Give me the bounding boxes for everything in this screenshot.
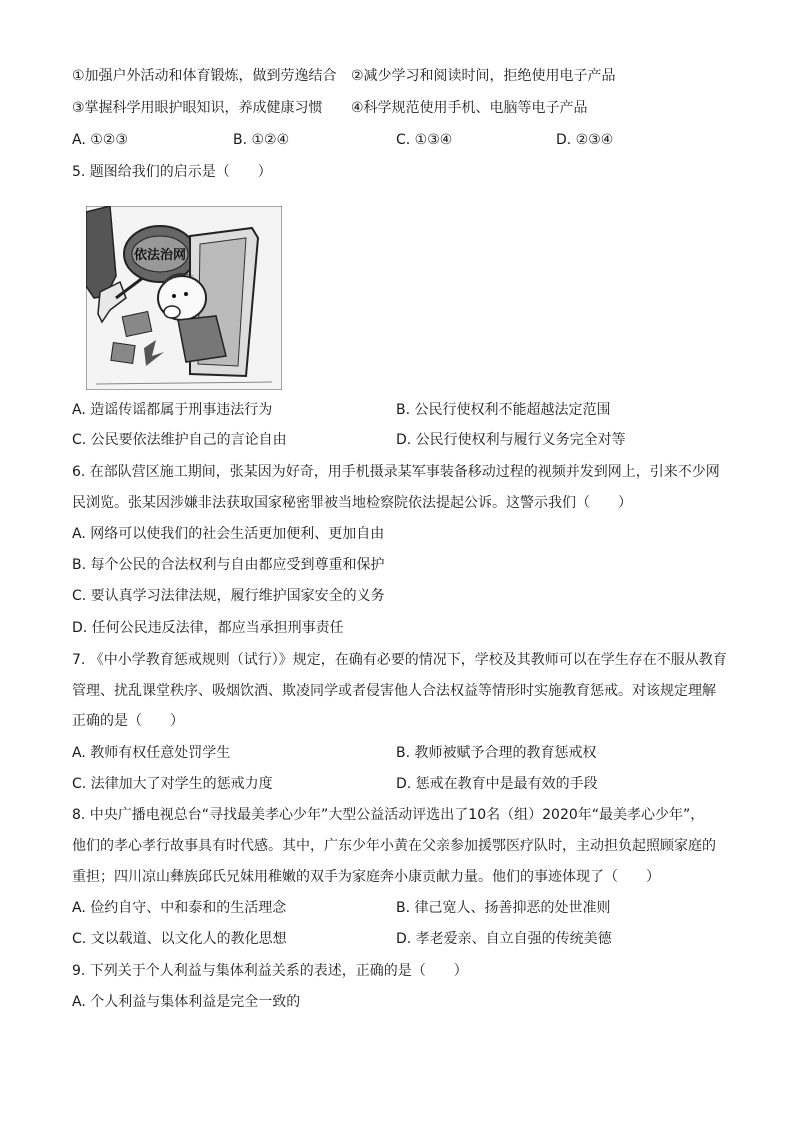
q9-stem: 9. 下列关于个人利益与集体利益关系的表述，正确的是（ ） xyxy=(72,963,468,979)
q5-stem: 5. 题图给我们的启示是（ ） xyxy=(72,164,272,180)
q7-option-c[interactable]: C. 法律加大了对学生的惩戒力度 xyxy=(72,776,273,792)
q5-option-c[interactable]: C. 公民要依法维护自己的言论自由 xyxy=(72,432,287,448)
q8-option-d[interactable]: D. 孝老爱亲、自立自强的传统美德 xyxy=(396,931,612,947)
q8-option-a[interactable]: A. 俭约自守、中和泰和的生活理念 xyxy=(72,900,287,916)
q5-option-b[interactable]: B. 公民行使权利不能超越法定范围 xyxy=(396,402,611,418)
q6-stem-line-2: 民浏览。张某因涉嫌非法获取国家秘密罪被当地检察院依法提起公诉。这警示我们（ ） xyxy=(72,495,632,511)
q9-option-a[interactable]: A. 个人利益与集体利益是完全一致的 xyxy=(72,994,301,1010)
q8-stem-line-2: 他们的孝心孝行故事具有时代感。其中，广东少年小黄在父亲参加援鄂医疗队时，主动担负起照顾家庭的 xyxy=(72,838,716,854)
cartoon-net-rumor-icon xyxy=(86,206,282,390)
q4-option-a[interactable]: A. ①②③ xyxy=(72,132,128,148)
q4-statement-4: ④科学规范使用手机、电脑等电子产品 xyxy=(351,100,588,116)
q7-option-b[interactable]: B. 教师被赋予合理的教育惩戒权 xyxy=(396,745,597,761)
q7-option-a[interactable]: A. 教师有权任意处罚学生 xyxy=(72,745,231,761)
q6-option-b[interactable]: B. 每个公民的合法权利与自由都应受到尊重和保护 xyxy=(72,557,385,573)
cartoon-sign-text: 依法治网 xyxy=(133,248,187,263)
q8-stem-line-3: 重担；四川凉山彝族邱氏兄妹用稚嫩的双手为家庭奔小康贡献力量。他们的事迹体现了（ ） xyxy=(72,869,660,885)
q5-option-a[interactable]: A. 造谣传谣都属于刑事违法行为 xyxy=(72,402,273,418)
q6-option-c[interactable]: C. 要认真学习法律法规，履行维护国家安全的义务 xyxy=(72,588,385,604)
q4-option-b[interactable]: B. ①②④ xyxy=(233,132,290,148)
q4-statement-3: ③掌握科学用眼护眼知识，养成健康习惯 xyxy=(72,100,323,116)
q4-option-c[interactable]: C. ①③④ xyxy=(396,132,453,148)
q6-stem-line-1: 6. 在部队营区施工期间，张某因为好奇，用手机摄录某军事装备移动过程的视频并发到网上，引来不少网 xyxy=(72,464,720,480)
q4-statement-1: ①加强户外活动和体育锻炼，做到劳逸结合 xyxy=(72,68,337,84)
q7-stem-line-1: 7. 《中小学教育惩戒规则（试行）》规定，在确有必要的情况下，学校及其教师可以在学生存在不服从教育 xyxy=(72,652,727,668)
q8-option-c[interactable]: C. 文以载道、以文化人的教化思想 xyxy=(72,931,287,947)
q7-stem-line-2: 管理、扰乱课堂秩序、吸烟饮酒、欺凌同学或者侵害他人合法权益等情形时实施教育惩戒。对该规定理解 xyxy=(72,683,716,699)
q4-option-d[interactable]: D. ②③④ xyxy=(556,132,614,148)
q7-stem-line-3: 正确的是（ ） xyxy=(72,713,184,729)
q5-option-d[interactable]: D. 公民行使权利与履行义务完全对等 xyxy=(396,432,626,448)
q4-statement-2: ②减少学习和阅读时间，拒绝使用电子产品 xyxy=(351,68,616,84)
q8-option-b[interactable]: B. 律己宽人、扬善抑恶的处世准则 xyxy=(396,900,611,916)
q8-stem-line-1: 8. 中央广播电视总台“寻找最美孝心少年”大型公益活动评选出了10名（组）2020年“最美孝心少年”， xyxy=(72,807,705,823)
q6-option-a[interactable]: A. 网络可以使我们的社会生活更加便利、更加自由 xyxy=(72,526,385,542)
q7-option-d[interactable]: D. 惩戒在教育中是最有效的手段 xyxy=(396,776,598,792)
q6-option-d[interactable]: D. 任何公民违反法律，都应当承担刑事责任 xyxy=(72,620,344,636)
